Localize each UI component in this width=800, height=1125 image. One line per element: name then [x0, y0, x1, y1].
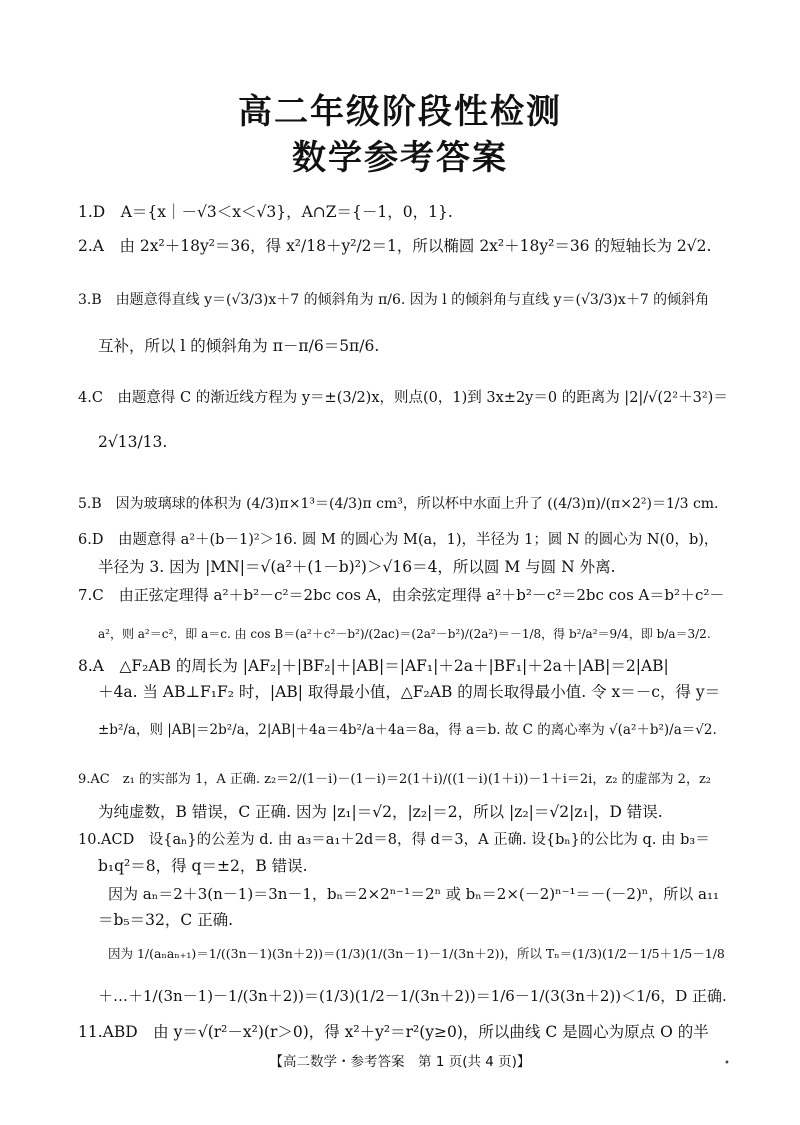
answer-line-10-cont5: ＋…＋1/(3n－1)－1/(3n＋2))＝(1/3)(1/2－1/(3n＋2))＝1/6－1/(3(3n＋2))＜1/6，D 正确. — [98, 987, 727, 1005]
answer-line-11: 11.ABD 由 y＝√(r²－x²)(r＞0)，得 x²＋y²＝r²(y≥0)，所以曲线 C 是圆心为原点 O 的半 — [78, 1023, 709, 1041]
answer-line-3: 3.B 由题意得直线 y＝(√3/3)x＋7 的倾斜角为 π/6. 因为 l 的倾斜角与直线 y＝(√3/3)x＋7 的倾斜角 — [78, 292, 710, 308]
exam-title: 高二年级阶段性检测 — [238, 92, 562, 132]
answer-line-10-cont4: 因为 1/(aₙaₙ₊₁)＝1/((3n－1)(3n＋2))＝(1/3)(1/(3n－1)－1/(3n＋2))，所以 Tₙ＝(1/3)(1/2－1/5＋1/5－1/8 — [108, 946, 725, 961]
answer-line-4-cont: 2√13/13. — [98, 433, 168, 451]
answer-line-4: 4.C 由题意得 C 的渐近线方程为 y＝±(3/2)x，则点(0，1)到 3x±2y＝0 的距离为 |2|/√(2²＋3²)＝ — [78, 390, 728, 406]
answer-line-2: 2.A 由 2x²＋18y²＝36，得 x²/18＋y²/2＝1，所以椭圆 2x²＋18y²＝36 的短轴长为 2√2. — [78, 237, 712, 255]
answer-line-7-cont: a²，则 a²＝c²，即 a＝c. 由 cos B＝(a²＋c²－b²)/(2ac)＝(2a²－b²)/(2a²)＝－1/8，得 b²/a²＝9/4，即 b/a＝3/2. — [98, 627, 711, 641]
page-footer: 【高二数学・参考答案 第 1 页(共 4 页)】 — [269, 1054, 531, 1070]
answer-line-8: 8.A △F₂AB 的周长为 |AF₂|＋|BF₂|＋|AB|＝|AF₁|＋2a＋|BF₁|＋2a＋|AB|＝2|AB| — [78, 657, 669, 675]
answer-line-9: 9.AC z₁ 的实部为 1，A 正确. z₂＝2/(1－i)－(1－i)＝2(1＋i)/((1－i)(1＋i))－1＋i＝2i，z₂ 的虚部为 2，z₂ — [78, 772, 712, 787]
answer-line-5: 5.B 因为玻璃球的体积为 (4/3)π×1³＝(4/3)π cm³，所以杯中水面上升了 ((4/3)π)/(π×2²)＝1/3 cm. — [78, 496, 719, 512]
answer-line-8-cont2: ±b²/a，则 |AB|＝2b²/a，2|AB|＋4a＝4b²/a＋4a＝8a，得 a＝b. 故 C 的离心率为 √(a²＋b²)/a＝√2. — [98, 722, 717, 738]
answer-line-6-cont: 半径为 3. 因为 |MN|＝√(a²＋(1－b)²)＞√16＝4，所以圆 M 与圆 N 外离. — [98, 558, 616, 576]
answer-line-10-cont2: 因为 aₙ＝2＋3(n－1)＝3n－1，bₙ＝2×2ⁿ⁻¹＝2ⁿ 或 bₙ＝2×(－2)ⁿ⁻¹＝－(－2)ⁿ，所以 a₁₁ — [108, 885, 720, 903]
exam-subtitle: 数学参考答案 — [292, 138, 508, 178]
answer-line-1: 1.D A＝{x｜－√3＜x＜√3}，A∩Z＝{－1，0，1}. — [78, 203, 453, 221]
answer-line-10-cont3: ＝b₅＝32，C 正确. — [98, 911, 234, 929]
answer-line-10-cont: b₁q²＝8，得 q＝±2，B 错误. — [98, 857, 308, 875]
corner-mark: • — [724, 1058, 730, 1069]
answer-line-10: 10.ACD 设{aₙ}的公差为 d. 由 a₃＝a₁＋2d＝8，得 d＝3，A 正确. 设{bₙ}的公比为 q. 由 b₃＝ — [78, 832, 710, 848]
answer-line-8-cont: ＋4a. 当 AB⊥F₁F₂ 时，|AB| 取得最小值，△F₂AB 的周长取得最小值. 令 x＝－c，得 y＝ — [98, 683, 721, 701]
answer-line-7: 7.C 由正弦定理得 a²＋b²－c²＝2bc cos A，由余弦定理得 a²＋b²－c²＝2bc cos A＝b²＋c²－ — [78, 586, 725, 604]
answer-line-9-cont: 为纯虚数，B 错误，C 正确. 因为 |z₁|＝√2，|z₂|＝2，所以 |z₂|＝√2|z₁|，D 错误. — [98, 803, 663, 821]
answer-line-3-cont: 互补，所以 l 的倾斜角为 π－π/6＝5π/6. — [98, 337, 380, 355]
answer-line-6: 6.D 由题意得 a²＋(b－1)²＞16. 圆 M 的圆心为 M(a，1)，半径为 1；圆 N 的圆心为 N(0，b)， — [78, 532, 719, 548]
